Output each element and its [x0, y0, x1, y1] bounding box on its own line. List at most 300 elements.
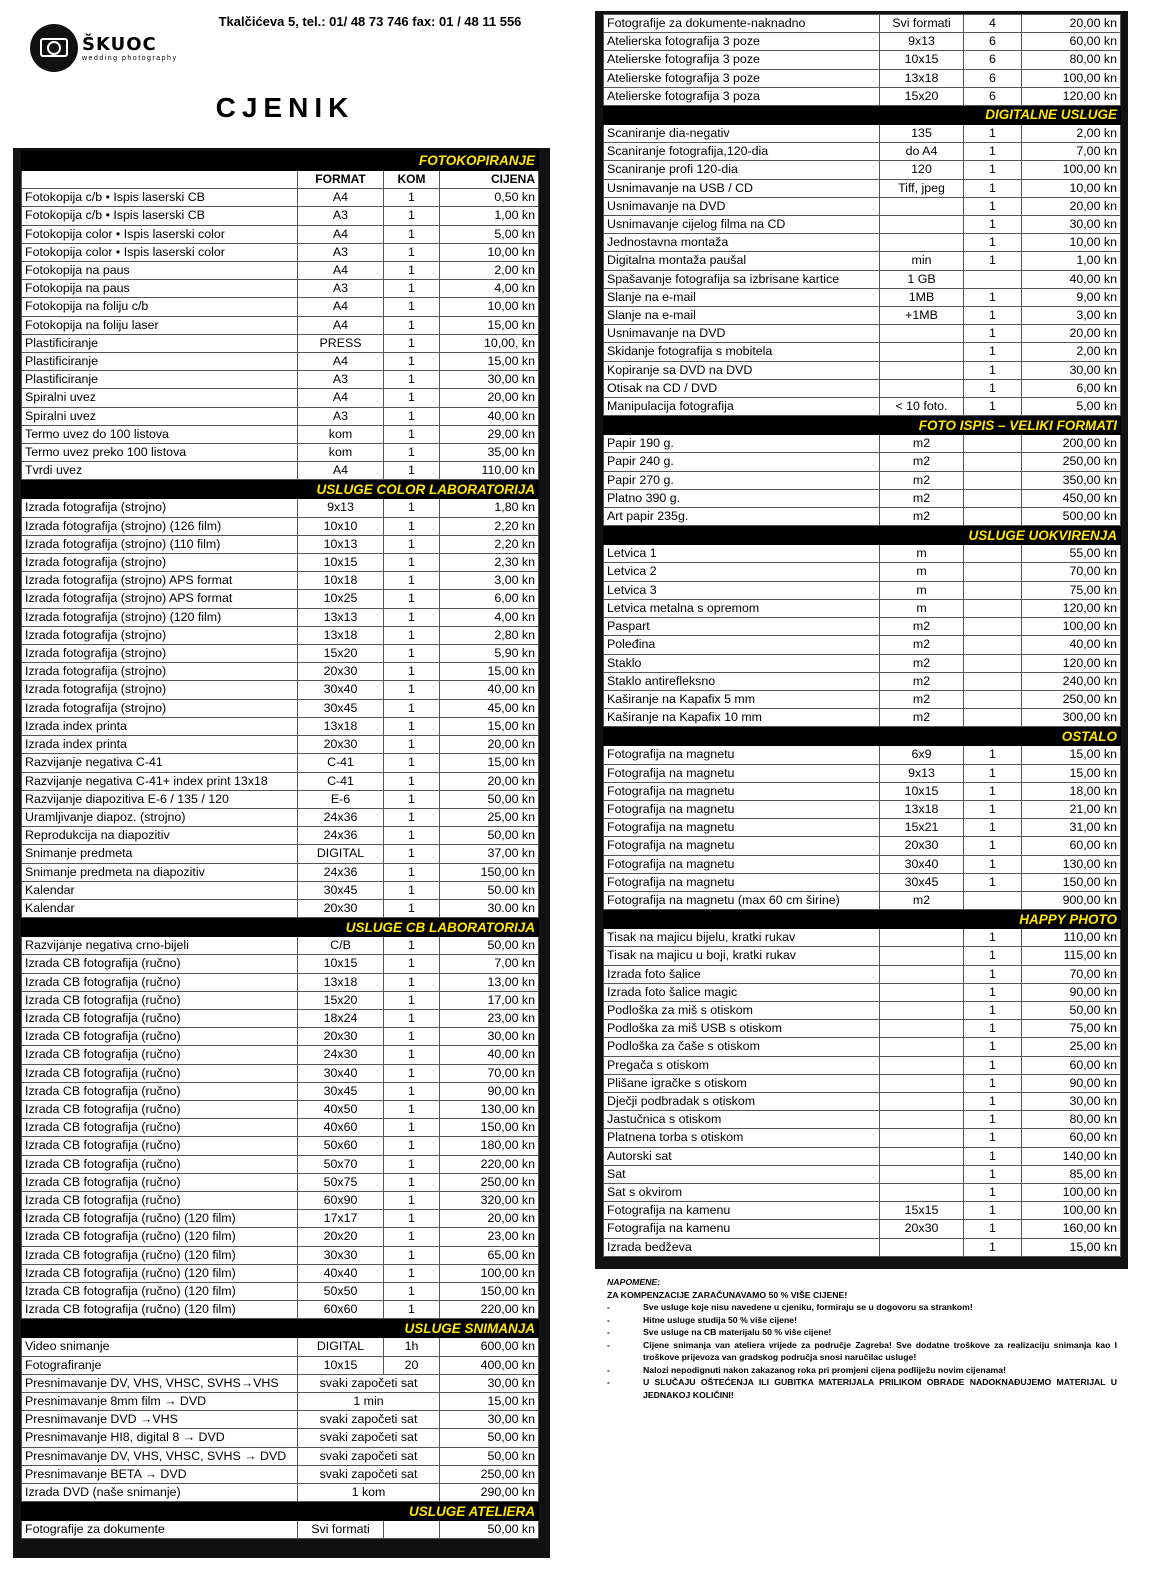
item-quantity: [964, 545, 1022, 563]
table-row: [604, 1183, 1121, 1201]
right-price-panel: [595, 11, 1128, 1269]
right-price-table: [603, 14, 1121, 1257]
item-price: 6,00 kn: [440, 590, 539, 608]
item-name: Izrada index printa: [22, 717, 298, 735]
item-price: 60,00 kn: [1022, 33, 1121, 51]
item-name: Izrada CB fotografija (ručno) (120 film): [22, 1301, 298, 1319]
item-quantity: 1: [384, 1100, 440, 1118]
item-price: 30,00 kn: [440, 1028, 539, 1046]
item-format: m2: [880, 471, 964, 489]
table-row: [604, 1020, 1121, 1038]
table-row: [604, 69, 1121, 87]
item-format: [880, 1238, 964, 1256]
item-format: [880, 1020, 964, 1038]
item-name: Izrada CB fotografija (ručno): [22, 991, 298, 1009]
item-name: Staklo: [604, 654, 880, 672]
table-row: [22, 955, 539, 973]
table-row: [604, 288, 1121, 306]
item-format: m: [880, 563, 964, 581]
item-price: 20,00 kn: [440, 772, 539, 790]
item-price: 50,00 kn: [440, 1521, 539, 1539]
item-quantity: 4: [964, 15, 1022, 33]
item-price: 20,00 kn: [440, 389, 539, 407]
item-name: Skidanje fotografija s mobitela: [604, 343, 880, 361]
item-quantity: 1: [964, 252, 1022, 270]
item-price: 20,00 kn: [1022, 15, 1121, 33]
item-format: A3: [298, 243, 384, 261]
item-quantity: 1: [384, 444, 440, 462]
item-format: E-6: [298, 790, 384, 808]
item-format: PRESS: [298, 334, 384, 352]
item-quantity: 1h: [384, 1338, 440, 1356]
item-price: 17,00 kn: [440, 991, 539, 1009]
item-name: Papir 270 g.: [604, 471, 880, 489]
item-quantity: 1: [384, 225, 440, 243]
table-row: [604, 435, 1121, 453]
item-format: m: [880, 581, 964, 599]
notes: [607, 1276, 1117, 1401]
item-format: 20x30: [298, 663, 384, 681]
item-price: 350,00 kn: [1022, 471, 1121, 489]
table-row: [22, 973, 539, 991]
item-price: 180,00 kn: [440, 1137, 539, 1155]
table-row: [22, 243, 539, 261]
table-row: [604, 197, 1121, 215]
item-quantity: 1: [964, 837, 1022, 855]
item-name: Kaširanje na Kapafix 5 mm: [604, 690, 880, 708]
item-name: Fotokopija na paus: [22, 280, 298, 298]
table-row: [22, 772, 539, 790]
item-format: 15x20: [298, 645, 384, 663]
item-name: Fotografija na magnetu: [604, 873, 880, 891]
item-price: 50,00 kn: [1022, 1001, 1121, 1019]
table-row: [22, 499, 539, 517]
item-name: Izrada CB fotografija (ručno) (120 film): [22, 1282, 298, 1300]
item-price: 110,00 kn: [440, 462, 539, 480]
item-format: m2: [880, 891, 964, 909]
item-format: A4: [298, 462, 384, 480]
item-price: 50,00 kn: [440, 1447, 539, 1465]
item-format: 9x13: [880, 33, 964, 51]
item-format: [880, 983, 964, 1001]
item-quantity: 1: [384, 1210, 440, 1228]
item-quantity: 1: [384, 955, 440, 973]
table-row: [604, 672, 1121, 690]
section-header: [604, 526, 1121, 545]
item-quantity: 1: [384, 1155, 440, 1173]
table-row: [22, 1393, 539, 1411]
section-header: [22, 1319, 539, 1338]
item-name: Izrada fotografija (strojno) APS format: [22, 590, 298, 608]
item-format: [880, 1129, 964, 1147]
item-price: 220,00 kn: [440, 1155, 539, 1173]
item-format: A3: [298, 207, 384, 225]
table-row: [604, 1165, 1121, 1183]
item-price: 15,00 kn: [1022, 1238, 1121, 1256]
item-price: 140,00 kn: [1022, 1147, 1121, 1165]
item-quantity: [964, 563, 1022, 581]
table-row: [604, 709, 1121, 727]
table-row: [22, 462, 539, 480]
item-quantity: 1: [384, 462, 440, 480]
item-quantity: 1: [384, 207, 440, 225]
item-quantity: 1: [384, 499, 440, 517]
item-price: 80,00 kn: [1022, 1111, 1121, 1129]
item-quantity: 1: [384, 280, 440, 298]
item-price: 30,00 kn: [440, 1411, 539, 1429]
item-name: Izrada fotografija (strojno): [22, 645, 298, 663]
item-format: m2: [880, 435, 964, 453]
item-price: 15,00 kn: [440, 754, 539, 772]
table-row: [22, 389, 539, 407]
item-quantity: 1: [964, 179, 1022, 197]
item-name: Snimanje predmeta: [22, 845, 298, 863]
table-row: [22, 225, 539, 243]
item-format: m2: [880, 508, 964, 526]
item-quantity: 1: [964, 234, 1022, 252]
item-quantity: 1: [964, 1183, 1022, 1201]
table-row: [22, 663, 539, 681]
table-row: [604, 51, 1121, 69]
item-quantity: 6: [964, 33, 1022, 51]
item-quantity: 1: [384, 572, 440, 590]
item-name: Izrada DVD (naše snimanje): [22, 1484, 298, 1502]
item-quantity: 1: [384, 189, 440, 207]
item-format: A4: [298, 316, 384, 334]
notes-lead: ZA KOMPENZACIJE ZARAČUNAVAMO 50 % VIŠE CIJENE!: [607, 1289, 848, 1300]
item-quantity: 1: [384, 1228, 440, 1246]
item-format: [880, 361, 964, 379]
table-row: [22, 1429, 539, 1447]
item-quantity: 1: [384, 626, 440, 644]
item-format: svaki započeti sat: [298, 1429, 440, 1447]
item-format: 50x75: [298, 1173, 384, 1191]
table-row: [22, 334, 539, 352]
item-format: 40x50: [298, 1100, 384, 1118]
table-row: [22, 262, 539, 280]
table-row: [604, 1147, 1121, 1165]
table-row: [604, 1056, 1121, 1074]
item-name: Izrada CB fotografija (ručno): [22, 1064, 298, 1082]
table-row: [604, 618, 1121, 636]
item-format: Svi formati: [880, 15, 964, 33]
table-row: [604, 508, 1121, 526]
item-quantity: 1: [964, 1038, 1022, 1056]
item-quantity: [964, 672, 1022, 690]
item-quantity: 1: [964, 800, 1022, 818]
item-price: 120,00 kn: [1022, 654, 1121, 672]
item-quantity: 1: [964, 782, 1022, 800]
item-price: 600,00 kn: [440, 1338, 539, 1356]
table-row: [22, 316, 539, 334]
table-row: [22, 1119, 539, 1137]
item-name: Izrada fotografija (strojno) (120 film): [22, 608, 298, 626]
item-quantity: 1: [384, 1119, 440, 1137]
item-price: 25,00 kn: [440, 808, 539, 826]
item-name: Fotografija na magnetu: [604, 819, 880, 837]
item-name: Art papir 235g.: [604, 508, 880, 526]
item-price: 160,00 kn: [1022, 1220, 1121, 1238]
item-price: 130,00 kn: [440, 1100, 539, 1118]
item-name: Scaniranje fotografija,120-dia: [604, 143, 880, 161]
item-name: Letvica metalna s opremom: [604, 599, 880, 617]
table-row: [22, 736, 539, 754]
item-price: 300,00 kn: [1022, 709, 1121, 727]
table-row: [22, 808, 539, 826]
item-quantity: 1: [384, 298, 440, 316]
item-price: 15,00 kn: [1022, 764, 1121, 782]
item-price: 30,00 kn: [1022, 216, 1121, 234]
table-row: [604, 398, 1121, 416]
item-quantity: [964, 599, 1022, 617]
table-row: [604, 1074, 1121, 1092]
item-name: Kalendar: [22, 881, 298, 899]
table-row: [22, 1137, 539, 1155]
item-price: 40,00 kn: [440, 407, 539, 425]
item-price: 50,00 kn: [440, 1429, 539, 1447]
item-price: 250,00 kn: [1022, 690, 1121, 708]
item-name: Presnimavanje DV, VHS, VHSC, SVHS → DVD: [22, 1447, 298, 1465]
item-name: Spašavanje fotografija sa izbrisane kartice: [604, 270, 880, 288]
item-name: Platno 390 g.: [604, 489, 880, 507]
item-format: do A4: [880, 143, 964, 161]
item-price: 60,00 kn: [1022, 1129, 1121, 1147]
table-row: [604, 307, 1121, 325]
item-format: [880, 343, 964, 361]
item-quantity: 1: [384, 608, 440, 626]
item-name: Izrada CB fotografija (ručno) (120 film): [22, 1264, 298, 1282]
item-quantity: 1: [964, 1238, 1022, 1256]
table-row: [22, 554, 539, 572]
item-name: Izrada fotografija (strojno) (126 film): [22, 517, 298, 535]
item-format: 15x21: [880, 819, 964, 837]
item-price: 250,00 kn: [440, 1465, 539, 1483]
item-price: 320,00 kn: [440, 1191, 539, 1209]
table-row: [22, 1521, 539, 1539]
item-format: 50x60: [298, 1137, 384, 1155]
table-row: [22, 899, 539, 917]
item-format: 30x45: [298, 881, 384, 899]
item-name: Fotografija na kamenu: [604, 1202, 880, 1220]
item-format: 15x20: [880, 87, 964, 105]
item-format: kom: [298, 444, 384, 462]
item-price: 18,00 kn: [1022, 782, 1121, 800]
item-format: 120: [880, 161, 964, 179]
item-price: 30,00 kn: [1022, 361, 1121, 379]
item-quantity: 1: [964, 1165, 1022, 1183]
item-quantity: 1: [384, 1246, 440, 1264]
item-price: 100,00 kn: [1022, 1183, 1121, 1201]
item-format: 40x60: [298, 1119, 384, 1137]
item-price: 15,00 kn: [440, 717, 539, 735]
item-format: 50x50: [298, 1282, 384, 1300]
item-name: Termo uvez do 100 listova: [22, 425, 298, 443]
table-row: [22, 1374, 539, 1392]
table-row: [604, 1092, 1121, 1110]
item-format: m2: [880, 690, 964, 708]
note-item: [607, 1339, 1117, 1364]
item-quantity: 1: [964, 379, 1022, 397]
section-title: USLUGE COLOR LABORATORIJA: [22, 480, 539, 499]
section-title: USLUGE UOKVIRENJA: [604, 526, 1121, 545]
item-price: 100,00 kn: [1022, 618, 1121, 636]
item-name: Presnimavanje BETA → DVD: [22, 1465, 298, 1483]
table-row: [604, 489, 1121, 507]
table-row: [22, 845, 539, 863]
item-price: 250,00 kn: [440, 1173, 539, 1191]
item-name: Termo uvez preko 100 listova: [22, 444, 298, 462]
item-name: Izrada CB fotografija (ručno) (120 film): [22, 1210, 298, 1228]
item-name: Pregača s otiskom: [604, 1056, 880, 1074]
item-format: 10x15: [298, 955, 384, 973]
item-name: Letvica 1: [604, 545, 880, 563]
section-title: USLUGE CB LABORATORIJA: [22, 918, 539, 937]
table-row: [22, 407, 539, 425]
item-format: 10x15: [298, 1356, 384, 1374]
item-name: Izrada fotografija (strojno): [22, 699, 298, 717]
item-format: 20x30: [880, 1220, 964, 1238]
item-format: [880, 1001, 964, 1019]
item-format: 1MB: [880, 288, 964, 306]
table-row: [604, 325, 1121, 343]
table-row: [604, 1129, 1121, 1147]
item-quantity: 1: [384, 899, 440, 917]
section-header: [22, 918, 539, 937]
item-quantity: 1: [964, 1092, 1022, 1110]
item-price: 100,00 kn: [1022, 161, 1121, 179]
table-row: [604, 947, 1121, 965]
camera-icon: [30, 24, 78, 72]
item-name: Spiralni uvez: [22, 389, 298, 407]
table-row: [22, 699, 539, 717]
table-row: [22, 1064, 539, 1082]
item-name: Tvrdi uvez: [22, 462, 298, 480]
item-name: Manipulacija fotografija: [604, 398, 880, 416]
item-name: Uramljivanje diapoz. (strojno): [22, 808, 298, 826]
note-dash: -: [607, 1339, 610, 1350]
item-format: 6x9: [880, 746, 964, 764]
item-price: 75,00 kn: [1022, 1020, 1121, 1038]
note-item: [607, 1376, 1117, 1401]
item-quantity: 1: [964, 1111, 1022, 1129]
item-price: 115,00 kn: [1022, 947, 1121, 965]
item-price: 30,00 kn: [440, 371, 539, 389]
item-quantity: 1: [964, 947, 1022, 965]
item-name: Presnimavanje DVD →VHS: [22, 1411, 298, 1429]
item-price: 100,00 kn: [1022, 1202, 1121, 1220]
item-format: [880, 1056, 964, 1074]
note-dash: -: [607, 1377, 610, 1387]
item-name: Izrada CB fotografija (ručno) (120 film): [22, 1246, 298, 1264]
table-row: [22, 991, 539, 1009]
item-name: Letvica 3: [604, 581, 880, 599]
item-price: 90,00 kn: [1022, 1074, 1121, 1092]
logo: [30, 24, 200, 76]
item-price: 150,00 kn: [1022, 873, 1121, 891]
item-quantity: 1: [964, 1129, 1022, 1147]
item-format: 40x40: [298, 1264, 384, 1282]
item-price: 9,00 kn: [1022, 288, 1121, 306]
column-header-cijena: CIJENA: [440, 171, 539, 189]
item-name: Atelierske fotografija 3 poze: [604, 69, 880, 87]
table-row: [22, 1173, 539, 1191]
table-row: [604, 453, 1121, 471]
item-name: Fotografija na magnetu (max 60 cm širine): [604, 891, 880, 909]
item-format: 10x13: [298, 535, 384, 553]
item-name: Fotokopija na paus: [22, 262, 298, 280]
item-price: 13,00 kn: [440, 973, 539, 991]
item-price: 50.00 kn: [440, 881, 539, 899]
item-price: 130,00 kn: [1022, 855, 1121, 873]
item-price: 20,00 kn: [1022, 197, 1121, 215]
item-format: 30x45: [298, 1082, 384, 1100]
item-quantity: 1: [964, 307, 1022, 325]
table-row: [604, 599, 1121, 617]
item-quantity: 1: [964, 929, 1022, 947]
item-price: 30,00 kn: [440, 1374, 539, 1392]
item-name: Fotokopija na foliju c/b: [22, 298, 298, 316]
item-format: svaki započeti sat: [298, 1465, 440, 1483]
item-price: 120,00 kn: [1022, 599, 1121, 617]
table-row: [22, 189, 539, 207]
item-price: 23,00 kn: [440, 1009, 539, 1027]
column-header-format: FORMAT: [298, 171, 384, 189]
item-name: Usnimavanje cijelog filma na CD: [604, 216, 880, 234]
item-format: 15x15: [880, 1202, 964, 1220]
item-quantity: [964, 636, 1022, 654]
item-quantity: 1: [964, 1056, 1022, 1074]
item-price: 29,00 kn: [440, 425, 539, 443]
table-row: [22, 1338, 539, 1356]
item-format: [880, 197, 964, 215]
table-row: [604, 15, 1121, 33]
table-row: [22, 572, 539, 590]
item-name: Video snimanje: [22, 1338, 298, 1356]
table-row: [604, 234, 1121, 252]
column-header-blank: [22, 171, 298, 189]
table-row: [22, 1082, 539, 1100]
item-price: 60,00 kn: [1022, 1056, 1121, 1074]
item-quantity: 1: [384, 334, 440, 352]
item-format: 10x15: [298, 554, 384, 572]
item-price: 450,00 kn: [1022, 489, 1121, 507]
left-price-panel: [13, 148, 550, 1558]
item-format: 13x18: [298, 717, 384, 735]
table-row: [604, 270, 1121, 288]
item-quantity: 1: [964, 764, 1022, 782]
item-name: Plastificiranje: [22, 353, 298, 371]
item-price: 75,00 kn: [1022, 581, 1121, 599]
table-row: [22, 1210, 539, 1228]
section-header: [22, 1502, 539, 1521]
table-row: [604, 636, 1121, 654]
item-format: 9x13: [880, 764, 964, 782]
item-format: 17x17: [298, 1210, 384, 1228]
note-text: Hitne usluge studija 50 % više cijene!: [643, 1314, 798, 1325]
item-format: A4: [298, 189, 384, 207]
column-header-row: [22, 171, 539, 189]
note-item: [607, 1364, 1117, 1377]
item-format: DIGITAL: [298, 845, 384, 863]
item-quantity: 1: [384, 827, 440, 845]
item-quantity: 1: [384, 353, 440, 371]
item-price: 20,00 kn: [440, 736, 539, 754]
table-row: [604, 891, 1121, 909]
item-name: Izrada CB fotografija (ručno): [22, 973, 298, 991]
table-row: [604, 161, 1121, 179]
item-price: 2,00 kn: [1022, 125, 1121, 143]
item-format: m2: [880, 654, 964, 672]
